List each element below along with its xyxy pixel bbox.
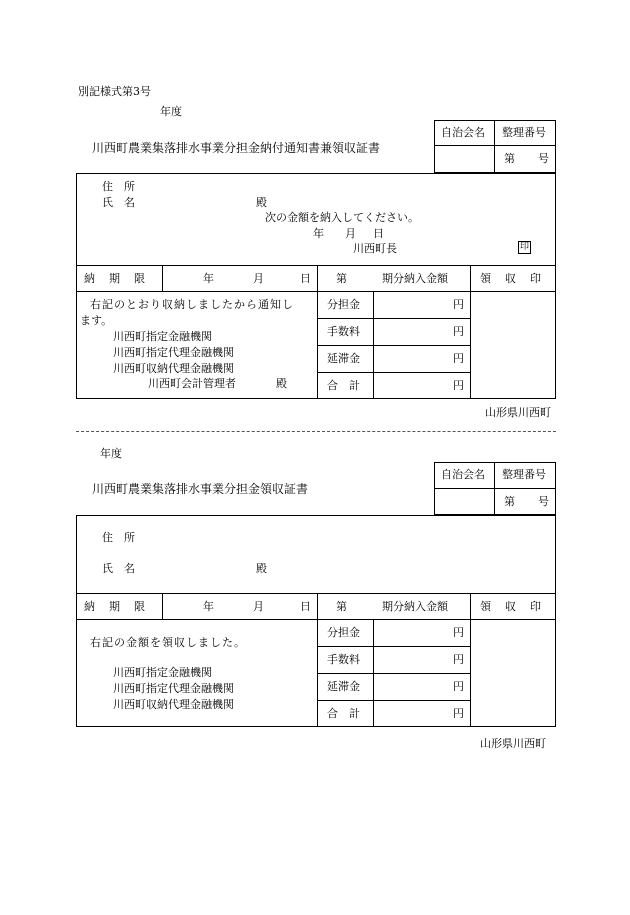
bank-designated: 川西町指定金融機関 [113, 330, 212, 343]
bank-designated: 川西町指定金融機関 [113, 666, 212, 679]
form-label: 別記様式第3号 [78, 85, 151, 98]
manager-dono: 殿 [276, 377, 287, 390]
main-form-box [76, 515, 556, 727]
date-day: 日 [373, 227, 384, 240]
amount-label-total: 合 計 [327, 707, 360, 720]
document-title: 川西町農業集落排水事業分担金納付通知書兼領収証書 [92, 141, 381, 155]
amount-label-share: 分担金 [327, 298, 360, 311]
bank-designated-agent: 川西町指定代理金融機関 [113, 346, 234, 359]
amount-label-late: 延滞金 [327, 352, 360, 365]
amount-label-fee: 手数料 [327, 325, 360, 338]
dono-label: 殿 [256, 562, 267, 575]
address-label: 住 所 [102, 180, 135, 193]
dai-label: 第 [504, 495, 515, 508]
amount-label-total: 合 計 [327, 379, 360, 392]
fiscal-year: 年度 [160, 105, 182, 118]
amount-unit: 円 [453, 680, 464, 693]
fiscal-year: 年度 [100, 447, 122, 460]
cut-line [76, 431, 556, 432]
reg-no-label: 整理番号 [502, 468, 546, 481]
dono-label: 殿 [256, 196, 267, 209]
installment-label: 期分納入金額 [382, 272, 448, 285]
issuer: 川西町長 [353, 242, 397, 255]
amount-label-share: 分担金 [327, 626, 360, 639]
body-line-1: 右記のとおり収納しましたから通知し [90, 298, 294, 311]
document-title: 川西町農業集落排水事業分担金領収証書 [92, 482, 309, 496]
amount-unit: 円 [453, 298, 464, 311]
due-month: 月 [253, 600, 264, 613]
due-date-label: 納期限 [84, 600, 159, 613]
due-day: 日 [300, 600, 311, 613]
body-line-1: 右記の金額を領収しました。 [90, 636, 246, 649]
go-label: 号 [538, 495, 549, 508]
dai-label: 第 [504, 152, 515, 165]
installment-dai: 第 [336, 600, 347, 613]
notice-text: 次の金額を納入してください。 [265, 211, 419, 224]
go-label: 号 [538, 152, 549, 165]
bank-designated-agent: 川西町指定代理金融機関 [113, 682, 234, 695]
association-label: 自治会名 [441, 468, 485, 481]
address-label: 住 所 [102, 531, 135, 544]
receipt-seal-label: 領収印 [480, 600, 555, 613]
name-label: 氏 名 [102, 562, 135, 575]
date-year: 年 [313, 227, 324, 240]
date-month: 月 [345, 227, 356, 240]
amount-unit: 円 [453, 707, 464, 720]
due-month: 月 [253, 272, 264, 285]
amount-unit: 円 [453, 325, 464, 338]
amount-unit: 円 [453, 626, 464, 639]
association-label: 自治会名 [441, 126, 485, 139]
seal-mark: 印 [519, 242, 529, 252]
receipt-seal-label: 領収印 [480, 272, 555, 285]
due-year: 年 [203, 600, 214, 613]
reg-no-label: 整理番号 [502, 126, 546, 139]
footer-issuer: 山形県川西町 [485, 406, 551, 419]
installment-dai: 第 [336, 272, 347, 285]
due-date-label: 納期限 [84, 272, 159, 285]
bank-collection-agent: 川西町収納代理金融機関 [113, 362, 234, 375]
bank-collection-agent: 川西町収納代理金融機関 [113, 698, 234, 711]
amount-unit: 円 [453, 352, 464, 365]
footer-issuer: 山形県川西町 [480, 737, 546, 750]
amount-unit: 円 [453, 653, 464, 666]
accounting-manager: 川西町会計管理者 [148, 377, 236, 390]
name-label: 氏 名 [102, 196, 135, 209]
installment-label: 期分納入金額 [382, 600, 448, 613]
amount-label-fee: 手数料 [327, 653, 360, 666]
due-day: 日 [300, 272, 311, 285]
amount-label-late: 延滞金 [327, 680, 360, 693]
body-line-2: ます。 [80, 314, 113, 327]
amount-unit: 円 [453, 379, 464, 392]
due-year: 年 [203, 272, 214, 285]
